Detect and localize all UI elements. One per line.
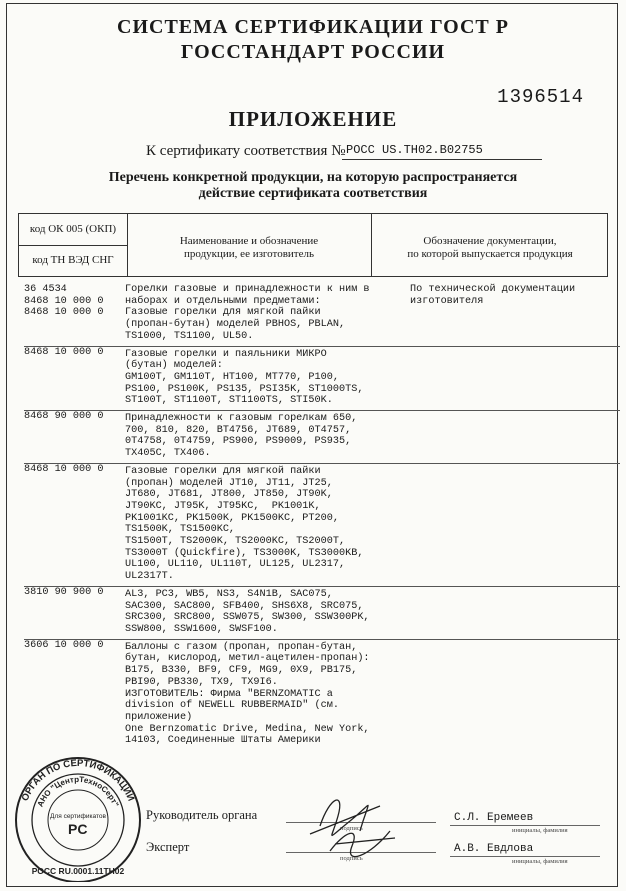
heading-line1: Перечень конкретной продукции, на которую распространяется (108, 170, 518, 185)
pct-logo-icon (68, 821, 87, 837)
certificate-underline (342, 159, 542, 160)
product-description: PK1001KC, PK1500K, PK1500KC, PT200, (125, 512, 339, 524)
product-description: (бутан) моделей: (125, 360, 223, 372)
table-row (24, 624, 620, 636)
product-description: SRC300, SRC800, SSW075, SW300, SSW300PK, (125, 612, 370, 624)
page-title: ПРИЛОЖЕНИЕ (228, 107, 398, 131)
product-description: наборах и отдельными предметами: (125, 295, 321, 307)
expert-sign-caption: подпись (340, 855, 363, 862)
product-code: 8468 10 000 0 (24, 346, 104, 358)
table-row (24, 559, 620, 571)
table-row (24, 384, 620, 396)
col-name-header-line1: Наименование и обозначение (179, 235, 319, 247)
svg-text:АНО "ЦентрТехноСерт" (36, 775, 121, 808)
stamp-bottom-text: РОСС RU.0001.11ТН02 (31, 866, 125, 876)
row-divider (19, 245, 127, 246)
col-tnved-header: код ТН ВЭД СНГ (32, 254, 114, 266)
table-row (24, 478, 620, 490)
product-code: 8468 10 000 0 (24, 307, 104, 319)
stamp-inner-text: АНО "ЦентрТехноСерт" (35, 774, 121, 809)
product-description: One Bernzomatic Drive, Medina, New York, (125, 723, 370, 735)
table-row (24, 489, 620, 501)
product-description: SAC300, SAC800, SFB400, SHS6X8, SRC075, (125, 600, 364, 612)
product-description: 700, 810, 820, BT4756, JT689, 0T4757, (125, 424, 352, 436)
product-description: GM100T, GM110T, HT100, MT770, P100, (125, 371, 339, 383)
col-name-header-line2: продукции, ее изготовитель (184, 248, 314, 260)
product-description: Газовые горелки и паяльники МИКРО (125, 348, 327, 360)
table-row (24, 501, 620, 513)
table-row (24, 296, 620, 308)
product-description: B175, B330, BF9, CF9, MG9, 0X9, PB175, (125, 665, 358, 677)
product-description: ИЗГОТОВИТЕЛЬ: Фирма "BERNZOMATIC a (125, 688, 333, 700)
heading-line2: действие сертификата соответствия (198, 186, 428, 201)
table-row (24, 612, 620, 624)
table-row (24, 513, 620, 525)
table-row (24, 724, 620, 736)
table-row (24, 436, 620, 448)
table-row (24, 319, 620, 331)
product-description: JT680, JT681, JT800, JT850, JT90K, (125, 489, 333, 501)
product-description: AL3, PC3, WB5, NS3, S4N1B, SAC075, (125, 588, 333, 600)
table-row (24, 524, 620, 536)
product-code: 3606 10 000 0 (24, 639, 104, 651)
product-description: UL2317T. (125, 571, 174, 583)
col-name-header (127, 235, 371, 261)
product-description: Газовые горелки для мягкой пайки (125, 465, 321, 477)
product-code: 8468 90 000 0 (24, 411, 104, 423)
table-row (24, 360, 620, 372)
product-description: division of NEWELL RUBBERMAID" (см. (125, 700, 339, 712)
product-description: бутан, кислород, метил-ацетилен-пропан): (125, 653, 370, 665)
product-documentation: изготовителя (410, 295, 484, 307)
head-sign-caption: подпись (340, 825, 363, 832)
product-description: PBI90, PB330, TX9, TX9I6. (125, 676, 278, 688)
product-code: 8468 10 000 0 (24, 295, 104, 307)
product-documentation: По технической документации (410, 284, 576, 295)
product-description: Газовые горелки для мягкой пайки (125, 307, 321, 319)
head-label: Руководитель органа (146, 808, 258, 822)
table-row (24, 372, 620, 384)
head-name-line (450, 825, 600, 826)
header-line2: ГОССТАНДАРТ РОССИИ (180, 41, 446, 63)
col-doc-header-line1: Обозначение документации, (423, 235, 557, 247)
product-description: Баллоны с газом (пропан, пропан-бутан, (125, 641, 358, 653)
product-code: 36 4534 (24, 284, 67, 295)
table-row (24, 735, 620, 747)
product-list-heading (0, 170, 626, 202)
table-row (24, 586, 620, 601)
col-doc-header (371, 235, 609, 261)
table-header (18, 213, 608, 277)
table-row (24, 601, 620, 613)
certification-stamp (8, 752, 148, 882)
table-row (24, 331, 620, 343)
table-row (24, 665, 620, 677)
head-name-caption: инициалы, фамилия (512, 827, 568, 834)
product-description: Горелки газовые и принадлежности к ним в (125, 284, 370, 295)
col-okp-header: код ОК 005 (ОКП) (29, 223, 117, 235)
table-row (24, 677, 620, 689)
product-description: TS1500T, TS2000K, TS2000KC, TS2000T, (125, 536, 346, 548)
table-row (24, 425, 620, 437)
expert-name-caption: инициалы, фамилия (512, 858, 568, 865)
handwritten-signature (290, 786, 400, 861)
table-row (24, 410, 620, 425)
stamp-center-text: Для сертификатов (50, 813, 106, 820)
table-row (24, 548, 620, 560)
product-description: Принадлежности к газовым горелкам 650, (125, 413, 358, 425)
product-code: 3810 90 900 0 (24, 586, 104, 598)
product-description: (пропан) моделей JT10, JT11, JT25, (125, 477, 333, 489)
product-description: 14103, Соединенные Штаты Америки (125, 735, 321, 747)
table-row (24, 307, 620, 319)
certificate-label: К сертификату соответствия № (146, 143, 346, 159)
table-row (24, 463, 620, 478)
table-row (24, 653, 620, 665)
product-description: JT90KC, JT95K, JT95KC, PK1001K, (125, 500, 321, 512)
product-table-body (24, 284, 620, 747)
product-description: TS3000T (Quickfire), TS3000K, TS3000KB, (125, 547, 364, 559)
expert-name: А.В. Евдлова (454, 843, 534, 855)
product-description: TS1500K, TS1500KC, (125, 524, 236, 536)
col-doc-header-line2: по которой выпускается продукция (407, 248, 573, 260)
table-row (24, 395, 620, 407)
product-code: 8468 10 000 0 (24, 463, 104, 475)
table-row (24, 700, 620, 712)
product-description: 0T4758, 0T4759, PS900, PS9009, PS935, (125, 436, 352, 448)
head-name: С.Л. Еремеев (454, 812, 534, 824)
product-description: приложение) (125, 711, 193, 723)
expert-label: Эксперт (146, 840, 190, 854)
table-row (24, 639, 620, 654)
stamp-outer-text: ОРГАН ПО СЕРТИФИКАЦИИ (19, 757, 137, 803)
product-description: SSW800, SSW1600, SWSF100. (125, 623, 278, 635)
product-description: (пропан-бутан) моделей PBHOS, PBLAN, (125, 319, 346, 331)
product-description: ST100T, ST1100T, ST1100TS, STI50K. (125, 395, 333, 407)
certificate-number: РОСС US.ТН02.В02755 (346, 143, 483, 157)
table-row (24, 284, 620, 296)
table-row (24, 448, 620, 460)
product-description: PS100, PS100K, PS135, PSI35K, ST1000TS, (125, 383, 364, 395)
svg-text:PC: PC (68, 821, 88, 837)
table-row (24, 689, 620, 701)
product-description: TS1000, TS1100, UL50. (125, 330, 254, 342)
table-row (24, 571, 620, 583)
expert-name-line (450, 856, 600, 857)
table-row (24, 536, 620, 548)
certificate-line (146, 143, 483, 160)
table-row (24, 712, 620, 724)
product-description: TX405C, TX406. (125, 448, 211, 460)
header-line1: СИСТЕМА СЕРТИФИКАЦИИ ГОСТ Р (117, 16, 509, 38)
table-row (24, 346, 620, 361)
product-description: UL100, UL110, UL110T, UL125, UL2317, (125, 559, 346, 571)
document-number: 1396514 (497, 86, 584, 108)
